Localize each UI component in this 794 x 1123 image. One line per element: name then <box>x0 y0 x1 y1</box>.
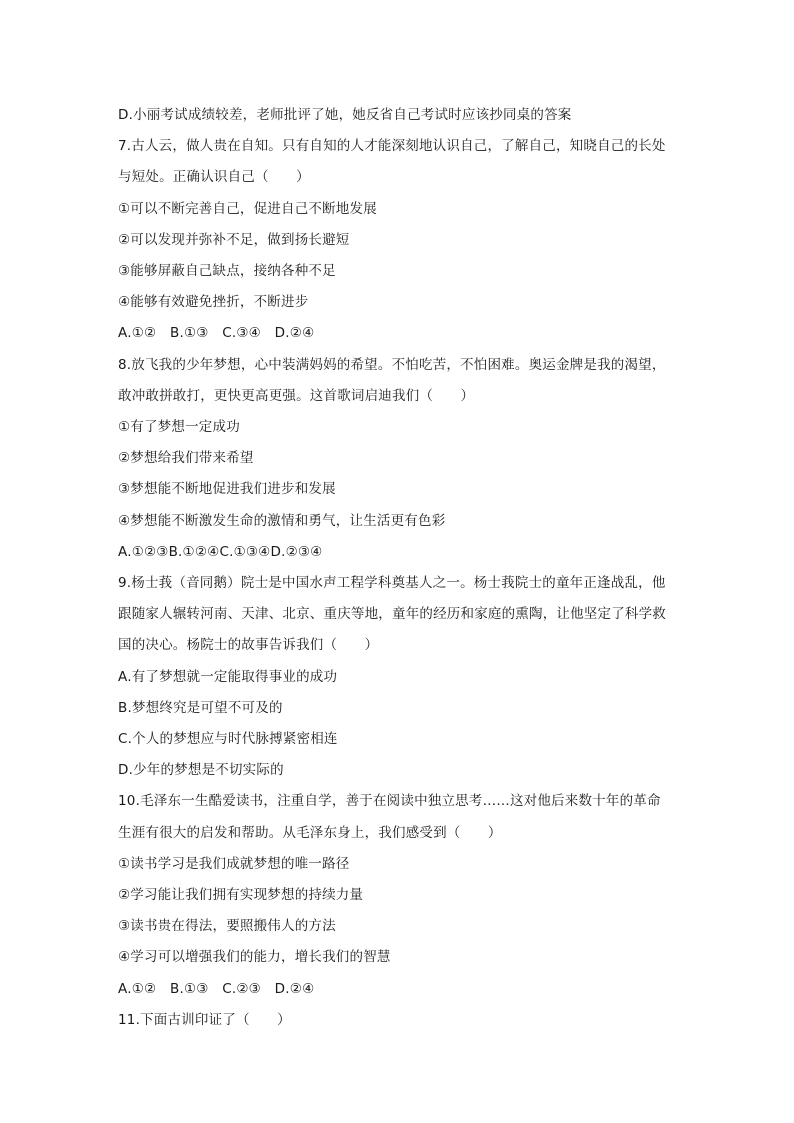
question-9-option-a: A.有了梦想就一定能取得事业的成功 <box>118 668 338 685</box>
question-10-item-4: ④学习可以增强我们的能力，增长我们的智慧 <box>118 949 391 966</box>
question-10-stem-cont: 生涯有很大的启发和帮助。从毛泽东身上，我们感受到（ ） <box>118 824 502 841</box>
option-d-line: D.小丽考试成绩较差，老师批评了她，她反省自己考试时应该抄同桌的答案 <box>118 107 572 123</box>
document-page <box>118 100 688 1036</box>
question-8-item-2: ②梦想给我们带来希望 <box>118 450 254 467</box>
question-9-option-b: B.梦想终究是可望不可及的 <box>118 699 283 716</box>
question-9-stem-cont-1: 跟随家人辗转河南、天津、北京、重庆等地，童年的经历和家庭的熏陶，让他坚定了科学救 <box>118 606 666 623</box>
question-7-options: A.①② B.①③ C.③④ D.②④ <box>118 325 315 342</box>
question-7-item-4: ④能够有效避免挫折，不断进步 <box>118 294 309 311</box>
question-10-item-2: ②学习能让我们拥有实现梦想的持续力量 <box>118 887 364 904</box>
question-9-stem: 9.杨士莪（音同鹅）院士是中国水声工程学科奠基人之一。杨士莪院士的童年正逢战乱，他 <box>118 575 666 592</box>
question-11-stem: 11.下面古训印证了（ ） <box>118 1011 291 1028</box>
question-8-options: A.①②③B.①②④C.①③④D.②③④ <box>118 543 323 560</box>
question-7-item-1: ①可以不断完善自己，促进自己不断地发展 <box>118 200 377 217</box>
question-9-stem-cont-2: 国的决心。杨院士的故事告诉我们（ ） <box>118 637 379 654</box>
question-10-item-3: ③读书贵在得法，要照搬伟人的方法 <box>118 918 336 935</box>
question-8-item-1: ①有了梦想一定成功 <box>118 419 240 436</box>
question-10-options: A.①② B.①③ C.②③ D.②④ <box>118 980 315 997</box>
question-10-item-1: ①读书学习是我们成就梦想的唯一路径 <box>118 855 350 872</box>
question-7-item-3: ③能够屏蔽自己缺点，接纳各种不足 <box>118 263 336 280</box>
question-7-stem: 7.古人云，做人贵在自知。只有自知的人才能深刻地认识自己，了解自己，知晓自己的长处 <box>118 138 666 155</box>
question-7-item-2: ②可以发现并弥补不足，做到扬长避短 <box>118 231 350 248</box>
question-9-option-d: D.少年的梦想是不切实际的 <box>118 762 284 779</box>
question-9-option-c: C.个人的梦想应与时代脉搏紧密相连 <box>118 731 338 748</box>
question-10-stem: 10.毛泽东一生酷爱读书，注重自学，善于在阅读中独立思考……这对他后来数十年的革命 <box>118 793 661 810</box>
question-8-stem-cont: 敢冲敢拼敢打，更快更高更强。这首歌词启迪我们（ ） <box>118 387 475 404</box>
question-7-stem-cont: 与短处。正确认识自己（ ） <box>118 169 310 186</box>
question-8-stem: 8.放飞我的少年梦想，心中装满妈妈的希望。不怕吃苦，不怕困难。奥运金牌是我的渴望， <box>118 356 666 373</box>
question-8-item-4: ④梦想能不断激发生命的激情和勇气，让生活更有色彩 <box>118 512 446 529</box>
question-8-item-3: ③梦想能不断地促进我们进步和发展 <box>118 481 336 498</box>
